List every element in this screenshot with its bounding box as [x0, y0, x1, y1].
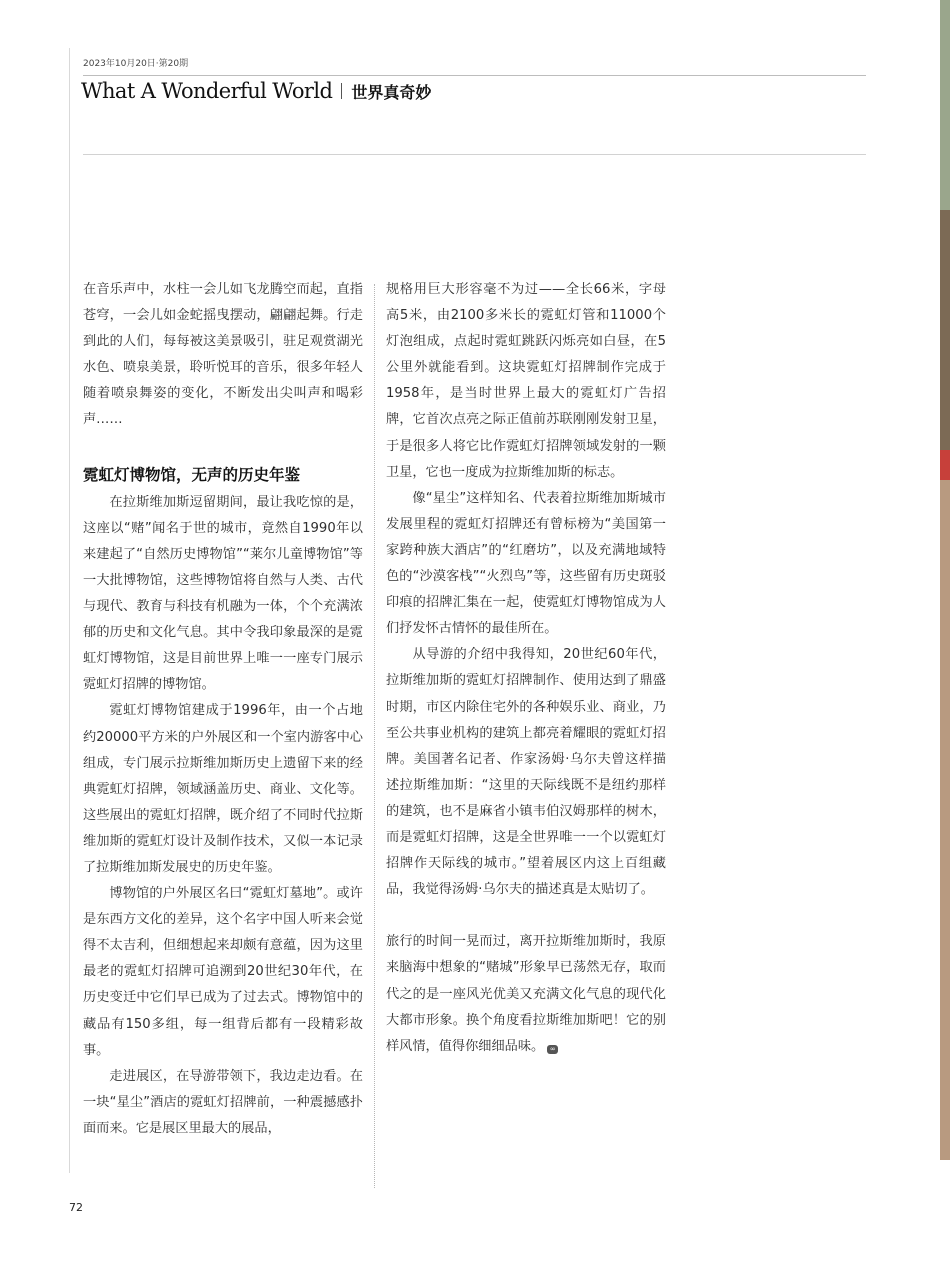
section-heading: 霓虹灯博物馆，无声的历史年鉴 [83, 465, 301, 484]
body-paragraph: 从导游的介绍中我得知，20世纪60年代，拉斯维加斯的霓虹灯招牌制作、使用达到了鼎盛时期，市区内除住宅外的各种娱乐业、商业，乃至公共事业机构的建筑上都亮着耀眼的霓虹灯招牌。美国著名记者、作家汤姆·乌尔夫曾这样描述拉斯维加斯：“这里的天际线既不是纽约那样的建筑，也不是麻省小镇韦伯汉姆那样的树木，而是霓虹灯招牌，这是全世界唯一一个以霓虹灯招牌作天际线的城市。”望着展区内这上百组藏品，我觉得汤姆·乌尔夫的描述真是太贴切了。 [386, 647, 666, 898]
issue-date: 2023年10月20日·第20期 [83, 59, 189, 69]
closing-paragraph [386, 929, 666, 1059]
left-margin-rule [69, 48, 70, 1173]
body-paragraph: 博物馆的户外展区名曰“霓虹灯墓地”。或许是东西方文化的差异，这个名字中国人听来会觉得不太吉利，但细想起来却颇有意蕴，因为这里最老的霓虹灯招牌可追溯到20世纪30年代，在历史变迁中它们早已成为了过去式。博物馆中的藏品有150多组，每一组背后都有一段精彩故事。 [83, 886, 363, 1058]
end-of-article-icon: ∞ [547, 1045, 558, 1054]
spacer [83, 434, 363, 460]
column-title-english: What A Wonderful World [81, 79, 333, 103]
closing-paragraph-text: 旅行的时间一晃而过，离开拉斯维加斯时，我原来脑海中想象的“赌城”形象早已荡然无存，取而代之的是一座风光优美又充满文化气息的现代化大都市形象。换个角度看拉斯维加斯吧！它的别样风情，值得你细细品味。 [386, 934, 666, 1054]
body-paragraph: 在拉斯维加斯逗留期间，最让我吃惊的是，这座以“赌”闻名于世的城市，竟然自1990年以来建起了“自然历史博物馆”“莱尔儿童博物馆”等一大批博物馆，这些博物馆将自然与人类、古代与现代、教育与科技有机融为一体，个个充满浓郁的历史和文化气息。其中令我印象最深的是霓虹灯博物馆，这是目前世界上唯一一座专门展示霓虹灯招牌的博物馆。 [83, 494, 363, 693]
spacer [386, 903, 666, 929]
body-paragraph: 像“星尘”这样知名、代表着拉斯维加斯城市发展里程的霓虹灯招牌还有曾标榜为“美国第一家跨种族大酒店”的“红磨坊”，以及充满地域特色的“沙漠客栈”“火烈鸟”等，这些留有历史斑驳印痕的招牌汇集在一起，使霓虹灯博物馆成为人们抒发怀古情怀的最佳所在。 [386, 490, 666, 637]
title-divider [341, 83, 342, 99]
page-number: 72 [69, 1201, 83, 1214]
header-top-rule [83, 75, 866, 76]
article-column-right [386, 277, 666, 1060]
column-title-chinese: 世界真奇妙 [351, 83, 432, 102]
header-bottom-rule [83, 154, 866, 155]
masthead [81, 79, 431, 103]
body-paragraph: 走进展区，在导游带领下，我边走边看。在一块“星尘”酒店的霓虹灯招牌前，一种震撼感扑面而来。它是展区里最大的展品， [83, 1068, 363, 1136]
body-paragraph: 霓虹灯博物馆建成于1996年，由一个占地约20000平方米的户外展区和一个室内游客中心组成，专门展示拉斯维加斯历史上遗留下来的经典霓虹灯招牌，领域涵盖历史、商业、文化等。这些展出的霓虹灯招牌，既介绍了不同时代拉斯维加斯的霓虹灯设计及制作技术，又似一本记录了拉斯维加斯发展史的历史年鉴。 [83, 703, 363, 875]
column-divider [374, 284, 375, 1188]
intro-paragraph: 在音乐声中，水柱一会儿如飞龙腾空而起，直指苍穹，一会儿如金蛇摇曳摆动，翩翩起舞。行走到此的人们，每每被这美景吸引，驻足观赏湖光水色、喷泉美景，聆听悦耳的音乐，很多年轻人随着喷泉舞姿的变化，不断发出尖叫声和喝彩声…… [83, 282, 363, 428]
adjacent-page-edge [940, 0, 950, 1270]
article-column-left [83, 277, 363, 1142]
body-paragraph: 规格用巨大形容毫不为过——全长66米，字母高5米，由2100多米长的霓虹灯管和11000个灯泡组成，点起时霓虹跳跃闪烁亮如白昼，在5公里外就能看到。这块霓虹灯招牌制作完成于1958年，是当时世界上最大的霓虹灯广告招牌，它首次点亮之际正值前苏联刚刚发射卫星，于是很多人将它比作霓虹灯招牌领域发射的一颗卫星，它也一度成为拉斯维加斯的标志。 [386, 282, 666, 480]
